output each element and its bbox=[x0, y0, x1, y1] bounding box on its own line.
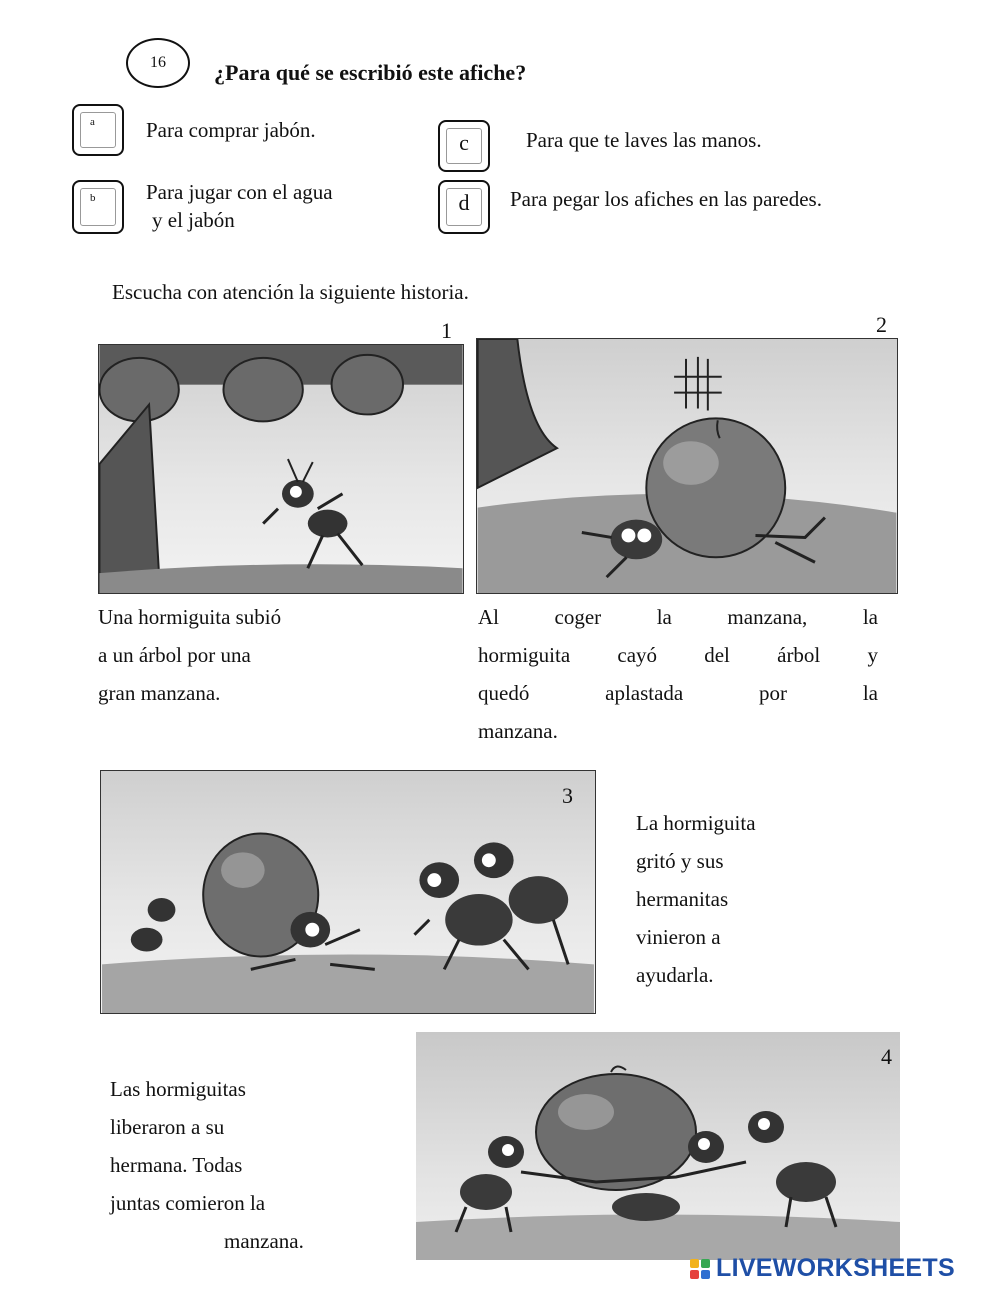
panel-1-caption bbox=[98, 598, 398, 712]
option-c-letter: c bbox=[459, 130, 469, 155]
brand-name: LIVEWORKSHEETS bbox=[716, 1254, 955, 1282]
option-b-line2: y el jabón bbox=[152, 208, 235, 232]
panel-4-number: 4 bbox=[881, 1044, 892, 1069]
panel-2-caption-line: quedó aplastada por la bbox=[478, 681, 878, 705]
option-d-checkbox[interactable] bbox=[438, 180, 490, 234]
panel-4-caption-line: liberaron a su bbox=[110, 1115, 225, 1139]
panel-1-caption-line: gran manzana. bbox=[98, 681, 221, 705]
panel-1-number: 1 bbox=[441, 318, 452, 343]
question-number: 16 bbox=[150, 54, 166, 71]
panel-2-caption-line: manzana. bbox=[478, 719, 558, 743]
panel-2-number: 2 bbox=[876, 312, 887, 337]
panel-4-caption bbox=[110, 1070, 360, 1260]
panel-2-caption-line: hormiguita cayó del árbol y bbox=[478, 643, 878, 667]
option-d-text[interactable]: Para pegar los afiches en las paredes. bbox=[510, 187, 822, 211]
option-a-text[interactable]: Para comprar jabón. bbox=[146, 118, 316, 142]
liveworksheets-brand[interactable] bbox=[690, 1254, 955, 1283]
panel-1-caption-line: Una hormiguita subió bbox=[98, 605, 282, 629]
panel-4-caption-line: manzana. bbox=[224, 1229, 304, 1253]
panel-3-caption-line: vinieron a bbox=[636, 925, 721, 949]
panel-3-illustration bbox=[100, 770, 596, 1014]
panel-3-caption bbox=[636, 804, 876, 994]
panel-4-caption-line: hermana. Todas bbox=[110, 1153, 243, 1177]
option-a-letter: a bbox=[90, 116, 95, 128]
panel-3-caption-line: ayudarla. bbox=[636, 963, 714, 987]
panel-2-drawing bbox=[477, 339, 897, 593]
option-b-line1: Para jugar con el agua bbox=[146, 180, 333, 204]
panel-4-drawing bbox=[416, 1032, 900, 1260]
option-b-text[interactable] bbox=[146, 178, 333, 234]
option-b-letter: b bbox=[90, 192, 96, 204]
panel-3-caption-line: gritó y sus bbox=[636, 849, 724, 873]
question-number-badge bbox=[126, 38, 190, 88]
liveworksheets-logo-icon bbox=[690, 1259, 710, 1279]
panel-3-number: 3 bbox=[562, 783, 573, 808]
panel-3-caption-line: hermanitas bbox=[636, 887, 729, 911]
panel-1-illustration bbox=[98, 344, 464, 594]
panel-2-caption bbox=[478, 598, 878, 750]
panel-2-caption-line: Al coger la manzana, la bbox=[478, 605, 878, 629]
option-b-checkbox[interactable] bbox=[72, 180, 124, 234]
question-title: ¿Para qué se escribió este afiche? bbox=[214, 60, 527, 85]
panel-4-illustration bbox=[416, 1032, 900, 1260]
option-d-letter: d bbox=[458, 190, 470, 215]
panel-1-caption-line: a un árbol por una bbox=[98, 643, 251, 667]
panel-1-drawing bbox=[99, 345, 463, 593]
option-a-checkbox[interactable] bbox=[72, 104, 124, 156]
option-c-text[interactable]: Para que te laves las manos. bbox=[526, 128, 762, 152]
panel-4-caption-line: juntas comieron la bbox=[110, 1191, 266, 1215]
panel-4-caption-line: Las hormiguitas bbox=[110, 1077, 246, 1101]
panel-2-illustration bbox=[476, 338, 898, 594]
panel-3-caption-line: La hormiguita bbox=[636, 811, 756, 835]
panel-3-drawing bbox=[101, 771, 595, 1013]
story-intro: Escucha con atención la siguiente historia. bbox=[112, 280, 469, 304]
option-c-checkbox[interactable] bbox=[438, 120, 490, 172]
